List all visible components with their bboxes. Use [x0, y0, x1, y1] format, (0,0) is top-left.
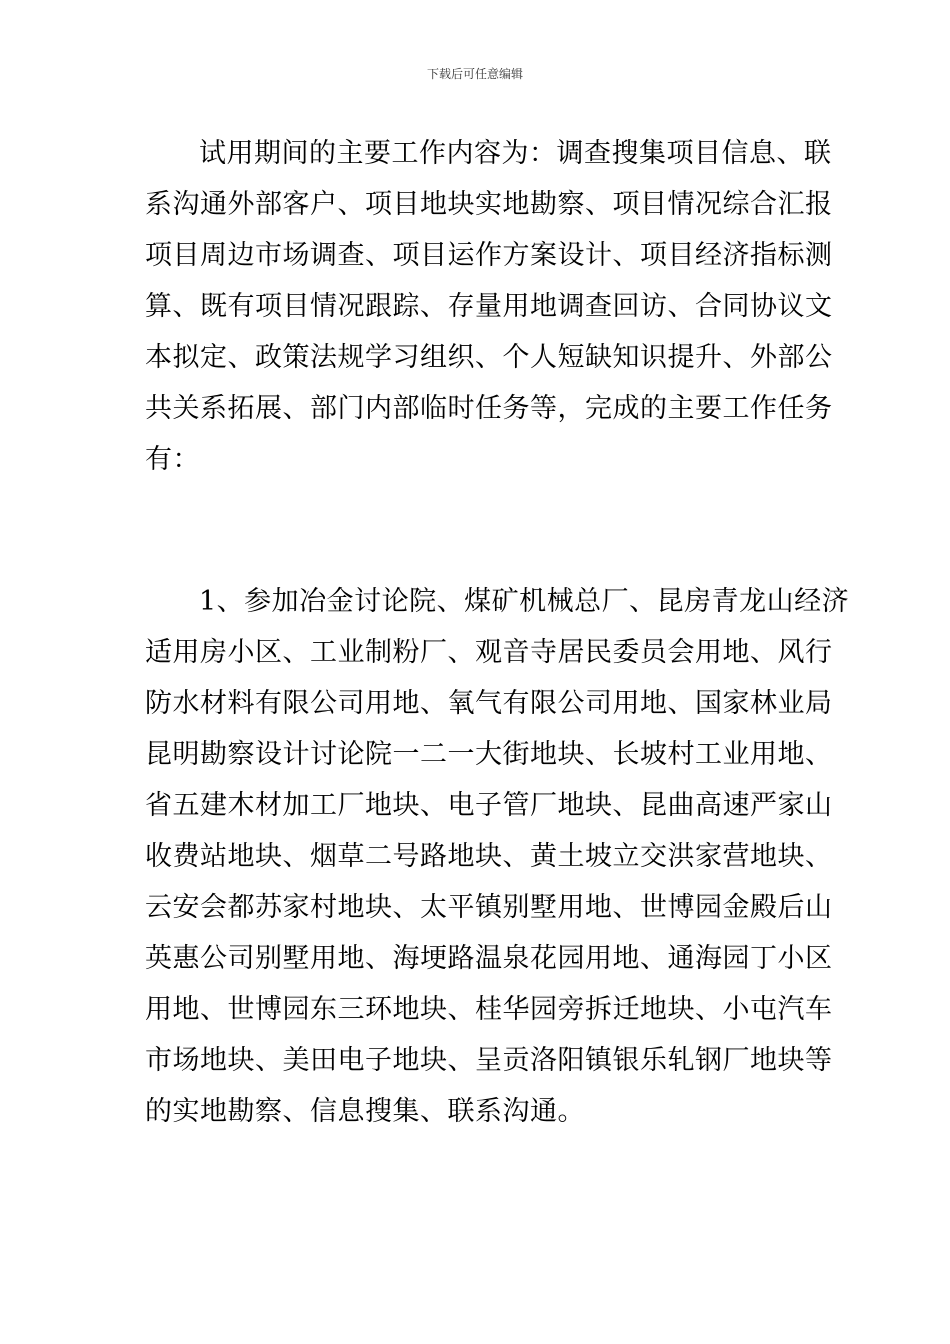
- header-note: 下载后可任意编辑: [426, 67, 523, 81]
- paragraph-line: 云安会都苏家村地块、太平镇别墅用地、世博园金殿后山: [145, 892, 833, 923]
- paragraph-line: 英惠公司别墅用地、海埂路温泉花园用地、通海园丁小区: [145, 943, 833, 974]
- paragraph-line: 本拟定、政策法规学习组织、个人短缺知识提升、外部公: [145, 342, 833, 373]
- paragraph-line: 的实地勘察、信息搜集、联系沟通。: [145, 1096, 585, 1127]
- paragraph-line: 系沟通外部客户、项目地块实地勘察、项目情况综合汇报: [145, 189, 833, 220]
- paragraph-work-content: [145, 128, 833, 485]
- paragraph-line: 省五建木材加工厂地块、电子管厂地块、昆曲高速严家山: [145, 790, 833, 821]
- paragraph-line: 试用期间的主要工作内容为：调查搜集项目信息、联: [199, 138, 832, 169]
- paragraph-line: 1、参加冶金讨论院、煤矿机械总厂、昆房青龙山经济: [199, 586, 850, 617]
- paragraph-line: 算、既有项目情况跟踪、存量用地调查回访、合同协议文: [145, 291, 833, 322]
- paragraph-line: 有：: [145, 444, 200, 475]
- paragraph-line: 防水材料有限公司用地、氧气有限公司用地、国家林业局: [145, 688, 833, 719]
- paragraph-line: 共关系拓展、部门内部临时任务等，完成的主要工作任务: [145, 393, 833, 424]
- paragraph-line: 适用房小区、工业制粉厂、观音寺居民委员会用地、风行: [145, 637, 833, 668]
- paragraph-line: 昆明勘察设计讨论院一二一大街地块、长坡村工业用地、: [145, 739, 833, 770]
- paragraph-line: 市场地块、美田电子地块、呈贡洛阳镇银乐轧钢厂地块等: [145, 1045, 833, 1076]
- paragraph-line: 项目周边市场调查、项目运作方案设计、项目经济指标测: [145, 240, 833, 271]
- paragraph-line: 收费站地块、烟草二号路地块、黄土坡立交洪家营地块、: [145, 841, 833, 872]
- paragraph-task-1: [145, 576, 850, 1137]
- paragraph-line: 用地、世博园东三环地块、桂华园旁拆迁地块、小屯汽车: [145, 994, 833, 1025]
